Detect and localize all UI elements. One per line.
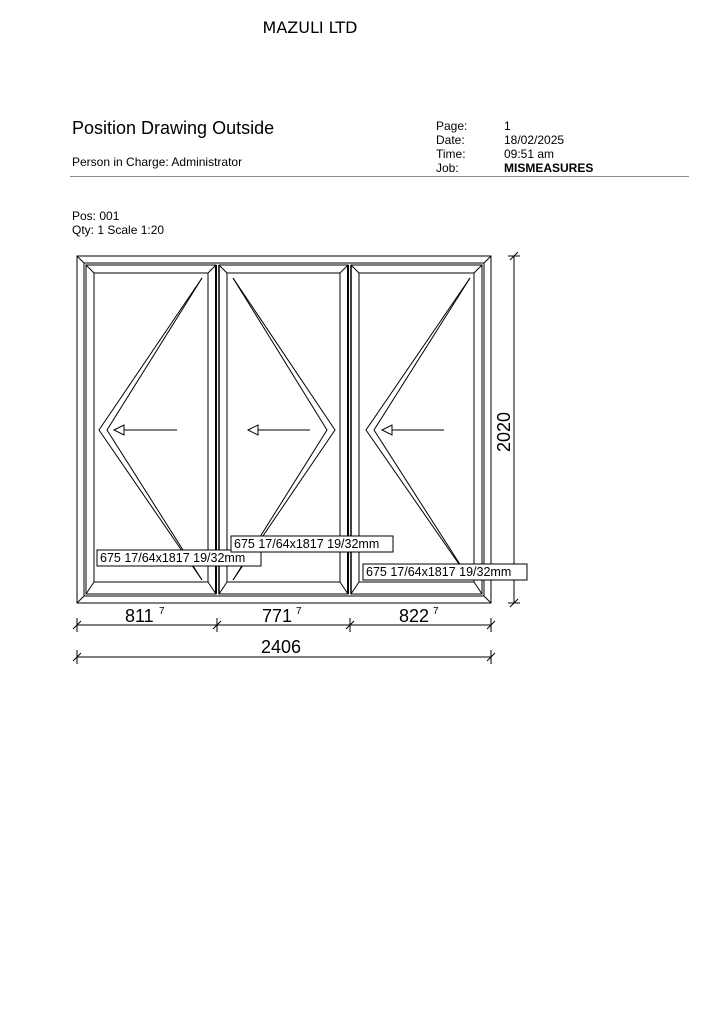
- time-label: Time:: [436, 147, 466, 161]
- company-name: MAZULI LTD: [262, 18, 358, 37]
- panel-width-fraction-3: 7: [433, 606, 439, 617]
- opening-indicator-1: [99, 278, 202, 580]
- page-label: Page:: [436, 119, 468, 133]
- panel-size-label-3: 675 17/64x1817 19/32mm: [366, 565, 512, 579]
- panel-width-fraction-2: 7: [296, 606, 302, 617]
- opening-indicator-3: [366, 278, 470, 580]
- panel-width-1: 811: [125, 606, 154, 626]
- job-label: Job:: [436, 161, 459, 175]
- page-value: 1: [504, 119, 511, 133]
- panel-width-3: 822: [399, 606, 430, 626]
- panel-size-label-2: 675 17/64x1817 19/32mm: [234, 537, 380, 551]
- overall-width: 2406: [261, 637, 302, 657]
- panel-width-2: 771: [262, 606, 293, 626]
- document-title: Position Drawing Outside: [72, 118, 275, 138]
- quantity-scale: Qty: 1 Scale 1:20: [72, 223, 165, 237]
- position-number: Pos: 001: [72, 209, 120, 223]
- opening-indicator-2: [233, 278, 335, 580]
- job-value: MISMEASURES: [504, 161, 594, 175]
- panel-size-label-1: 675 17/64x1817 19/32mm: [100, 551, 246, 565]
- person-in-charge: Person in Charge: Administrator: [72, 155, 243, 169]
- date-label: Date:: [436, 133, 465, 147]
- date-value: 18/02/2025: [504, 133, 565, 147]
- overall-height: 2020: [494, 411, 514, 452]
- panel-width-fraction-1: 7: [159, 606, 165, 617]
- sash-panel-1: [86, 265, 216, 594]
- time-value: 09:51 am: [504, 147, 555, 161]
